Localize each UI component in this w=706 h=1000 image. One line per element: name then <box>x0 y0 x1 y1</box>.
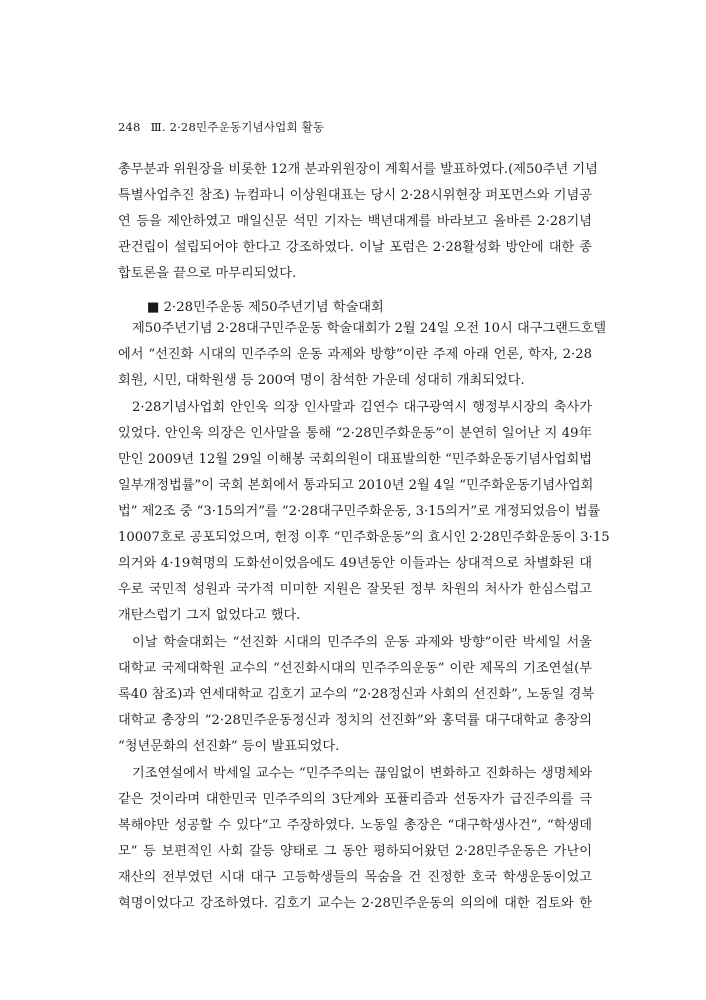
text-line: 의거와 4·19혁명의 도화선이었음에도 49년동안 이들과는 상대적으로 차별화된 대 <box>118 556 592 571</box>
text-line: 에서 “선진화 시대의 민주주의 운동 과제와 방향”이란 주제 아래 언론, 학자, 2·28 <box>118 347 592 362</box>
text-line: 회원, 시민, 대학원생 등 200여 명이 참석한 가운데 성대히 개최되었다. <box>118 373 525 388</box>
text-line: 같은 것이라며 대한민국 민주주의의 3단계와 포퓰리즘과 선동자가 급진주의를 극 <box>118 792 592 807</box>
text-line: 법” 제2조 중 “3·15의거”를 “2·28대구민주화운동, 3·15의거”로 개정되었음이 법률 <box>118 504 601 519</box>
running-header <box>118 119 324 135</box>
text-line: 기조연설에서 박세일 교수는 “민주주의는 끊임없이 변화하고 진화하는 생명체와 <box>132 766 592 781</box>
text-line: 혁명이었다고 강조하였다. 김호기 교수는 2·28민주운동의 의의에 대한 검토와 한 <box>118 896 592 911</box>
text-line: 재산의 전부였던 시대 대구 고등학생들의 목숨을 건 진정한 호국 학생운동이었고 <box>118 870 592 885</box>
section-heading: ■ 2·28민주운동 제50주년기념 학술대회 <box>147 300 384 315</box>
text-line: 제50주년기념 2·28대구민주운동 학술대회가 2월 24일 오전 10시 대구그랜드호텔 <box>132 321 607 336</box>
text-line: “청년문화의 선진화” 등이 발표되었다. <box>118 739 340 754</box>
text-line: 모” 등 보편적인 사회 갈등 양태로 그 동안 평하되어왔던 2·28민주운동은 가난이 <box>118 844 592 859</box>
text-line: 복해야만 성공할 수 있다”고 주장하였다. 노동일 총장은 “대구학생사건”, “학생데 <box>118 818 592 833</box>
page-number: 248 <box>118 120 141 134</box>
text-line: 우로 국민적 성원과 국가적 미미한 지원은 잘못된 정부 차원의 처사가 한심스럽고 <box>118 582 592 597</box>
text-line: 개탄스럽기 그지 없었다고 했다. <box>118 608 301 623</box>
text-line: 만인 2009년 12월 29일 이해봉 국회의원이 대표발의한 “민주화운동기념사업회법 <box>118 452 592 467</box>
text-line: 특별사업추진 참조) 뉴컴파니 이상원대표는 당시 2·28시위현장 퍼포먼스와 기념공 <box>118 188 592 203</box>
text-line: 이날 학술대회는 “선진화 시대의 민주주의 운동 과제와 방향”이란 박세일 서울 <box>132 635 592 650</box>
text-line: 총무분과 위원장을 비롯한 12개 분과위원장이 계획서를 발표하였다.(제50주년 기념 <box>118 162 598 177</box>
text-line: 록40 참조)과 연세대학교 김호기 교수의 “2·28정신과 사회의 선진화”, 노동일 경북 <box>118 687 595 702</box>
running-title: Ⅲ. 2·28민주운동기념사업회 활동 <box>150 120 325 134</box>
text-line: 관건립이 설립되어야 한다고 강조하였다. 이날 포럼은 2·28활성화 방안에 대한 종 <box>118 240 592 255</box>
text-line: 연 등을 제안하였고 매일신문 석민 기자는 백년대계를 바라보고 올바른 2·28기념 <box>118 214 592 229</box>
text-line: 대학교 국제대학원 교수의 “선진화시대의 민주주의운동” 이란 제목의 기조연설(부 <box>118 661 592 676</box>
text-line: 합토론을 끝으로 마무리되었다. <box>118 266 297 281</box>
text-line: 대학교 총장의 “2·28민주운동정신과 정치의 선진화”와 홍덕률 대구대학교 총장의 <box>118 713 592 728</box>
text-line: 있었다. 안인욱 의장은 인사말을 통해 “2·28민주화운동”이 분연히 일어난 지 49年 <box>118 426 592 441</box>
text-line: 2·28기념사업회 안인욱 의장 인사말과 김연수 대구광역시 행정부시장의 축사가 <box>132 400 592 415</box>
text-line: 10007호로 공포되었으며, 헌정 이후 “민주화운동”의 효시인 2·28민주화운동이 3·15 <box>118 530 610 545</box>
text-line: 일부개정법률”이 국회 본회에서 통과되고 2010년 2월 4일 “민주화운동기념사업회 <box>118 478 594 493</box>
